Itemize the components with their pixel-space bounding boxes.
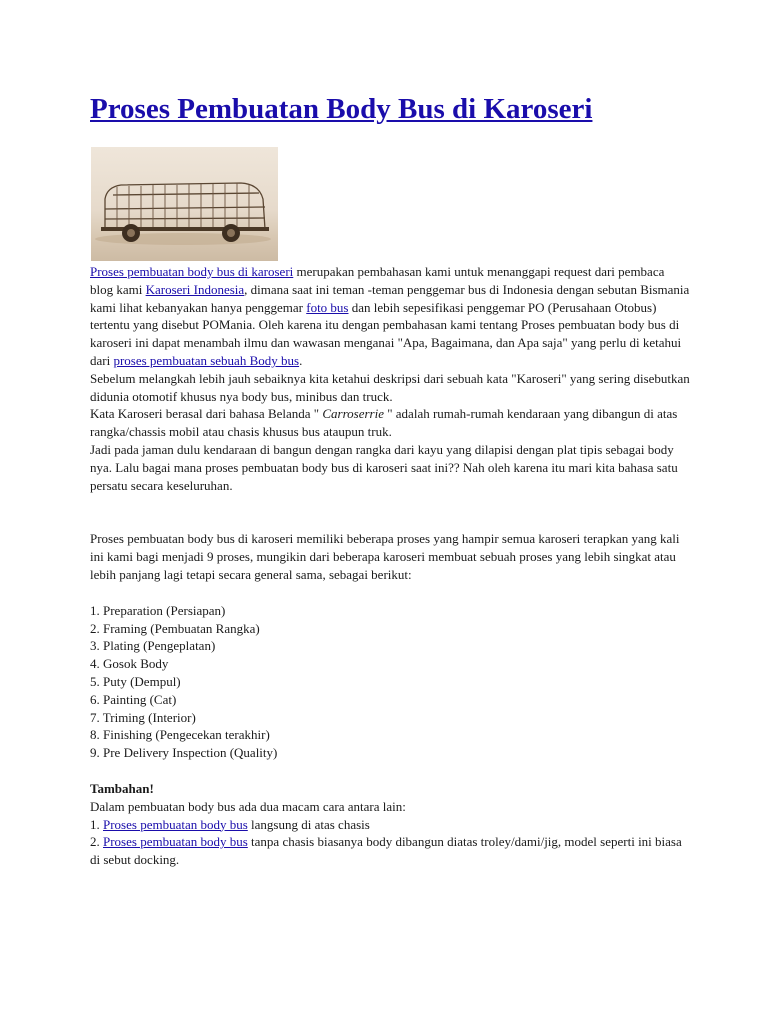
list-item: 1. Preparation (Persiapan) xyxy=(90,602,226,618)
tambahan-heading: Tambahan! xyxy=(90,780,154,796)
list-item: 9. Pre Delivery Inspection (Quality) xyxy=(90,745,278,761)
intro-text-1: merupakan pembahasan kami untuk menanggapi request dari pembaca blog kami xyxy=(90,264,665,297)
link-proses-body-bus[interactable]: proses pembuatan sebuah Body bus xyxy=(113,352,300,368)
intro-text-4: . xyxy=(299,352,303,368)
link-foto-bus[interactable]: foto bus xyxy=(306,299,349,315)
intro-text-2: , dimana saat ini teman -teman penggemar bus di Indonesia dengan sebutan Bismania kami lihat kebanyakan hanya penggemar xyxy=(90,281,690,315)
tambahan-item-1: 1. Proses pembuatan body bus langsung di atas chasis xyxy=(90,816,370,832)
link-proses-pembuatan[interactable]: Proses pembuatan body bus di karoseri xyxy=(90,264,294,279)
vintage-bus-frame-photo-icon xyxy=(91,147,278,261)
title-link[interactable]: Proses Pembuatan Body Bus di Karoseri xyxy=(90,93,593,125)
asal-kata-text-1: Kata Karoseri berasal dari bahasa Belanda " xyxy=(90,406,323,422)
list-item: 2. Framing (Pembuatan Rangka) xyxy=(90,620,260,636)
tambahan-item-2: 2. Proses pembuatan body bus tanpa chasis biasanya body dibangun diatas troley/dami/jig, model seperti ini biasa di sebut docking. xyxy=(90,834,682,868)
process-steps-list xyxy=(90,602,690,762)
carroserrie-term: Carroserrie xyxy=(322,406,384,422)
list-item: 7. Triming (Interior) xyxy=(90,709,196,725)
link-karoseri-indonesia[interactable]: Karoseri Indonesia xyxy=(145,281,245,297)
bus-frame-photo xyxy=(91,147,278,261)
link-proses-body-bus-2[interactable]: Proses pembuatan body bus xyxy=(103,834,248,850)
paragraph-jaman-dulu: Jadi pada jaman dulu kendaraan di bangun dengan rangka dari kayu yang dilapisi dengan plat tipis sebagai body nya. Lalu bagai mana proses pembuatan body bus di karoseri saat ini?? Nah oleh karena itu mari kita bahasa satu persatu secara keseluruhan. xyxy=(90,441,678,493)
intro-text-3: dan lebih sepesifikasi penggemar PO (Perusahaan Otobus) tertentu yang disebut POMania. Oleh karena itu dengan pembahasan kami tentang Proses pembuatan body bus di karoseri ini dapat menambah ilmu dan wawasan menganai "Apa, Bagaimana, dan Apa saja" yang perlu di ketahui dari xyxy=(90,299,682,368)
article-body xyxy=(90,263,690,869)
list-item: 6. Painting (Cat) xyxy=(90,691,177,707)
paragraph-proses-intro: Proses pembuatan body bus di karoseri memiliki beberapa proses yang hampir semua karoseri terapkan yang kali ini kami bagi menjadi 9 proses, mungikin dari beberapa karoseri membuat sebuah proses yang lebih singkat atau lebih panjang lagi tetapi secara general sama, sebagai berikut: xyxy=(90,531,680,582)
list-item: 4. Gosok Body xyxy=(90,656,169,672)
list-item: 3. Plating (Pengeplatan) xyxy=(90,638,216,654)
intro-paragraph xyxy=(90,263,690,370)
page-title[interactable] xyxy=(90,91,592,127)
list-item: 8. Finishing (Pengecekan terakhir) xyxy=(90,727,270,743)
list-item: 5. Puty (Dempul) xyxy=(90,673,181,689)
asal-kata-text-2: " adalah rumah-rumah kendaraan yang dibangun di atas rangka/chassis mobil atau chasis khusus bus ataupun truk. xyxy=(90,406,678,440)
paragraph-asal-kata xyxy=(90,405,690,441)
link-proses-body-bus-1[interactable]: Proses pembuatan body bus xyxy=(103,816,248,832)
tambahan-intro: Dalam pembuatan body bus ada dua macam cara antara lain: xyxy=(90,798,406,814)
paragraph-karoseri-deskripsi: Sebelum melangkah lebih jauh sebaiknya kita ketahui deskripsi dari sebuah kata "Karoseri" yang sering disebutkan didunia otomotif khusus nya body bus, minibus dan truck. xyxy=(90,370,690,404)
